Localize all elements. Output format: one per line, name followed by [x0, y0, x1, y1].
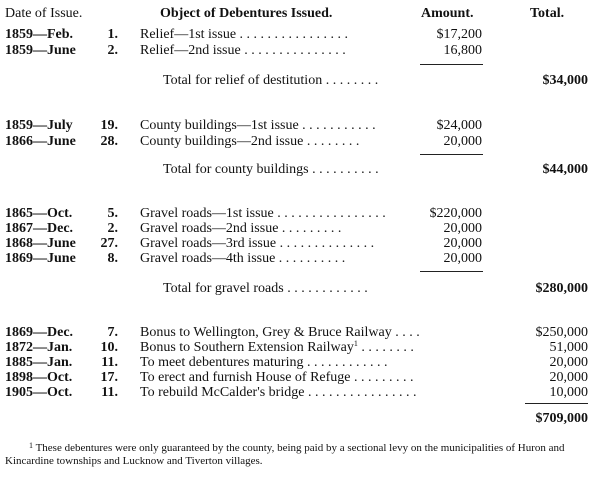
row-object: Relief—2nd issue . . . . . . . . . . . . . . .	[140, 43, 346, 58]
row-day: 28.	[100, 134, 118, 149]
footnote-mark: 1	[29, 441, 33, 450]
row-day: 2.	[107, 43, 118, 58]
row-total: 20,000	[549, 370, 588, 385]
row-object: Gravel roads—3rd issue . . . . . . . . . . . . . .	[140, 236, 375, 251]
row-amount: 16,800	[443, 43, 482, 58]
row-day: 11.	[101, 385, 118, 400]
row-total: $250,000	[535, 325, 588, 340]
row-day: 11.	[101, 355, 118, 370]
row-object: To rebuild McCalder's bridge . . . . . . . . . . . . . . . .	[140, 385, 417, 400]
row-amount: $24,000	[436, 118, 482, 133]
section-total-value: $34,000	[542, 73, 588, 88]
row-day: 10.	[100, 340, 118, 355]
row-day: 27.	[100, 236, 118, 251]
row-date: 1859—June	[5, 43, 76, 58]
subtotal-rule	[420, 154, 483, 155]
row-object: Gravel roads—1st issue . . . . . . . . . . . . . . . .	[140, 206, 386, 221]
row-date: 1866—June	[5, 134, 76, 149]
row-date: 1868—June	[5, 236, 76, 251]
row-day: 1.	[107, 27, 118, 42]
row-amount: 20,000	[443, 221, 482, 236]
footnote-text: These debentures were only guaranteed by the county, being paid by a sectional levy on the municipalities of Huron and Kincardine townships and Lucknow and Tiverton villages.	[5, 442, 565, 467]
section-total-label: Total for gravel roads . . . . . . . . . . . .	[163, 281, 368, 296]
row-date: 1872—Jan.	[5, 340, 73, 355]
row-date: 1898—Oct.	[5, 370, 73, 385]
section-total-label: Total for county buildings . . . . . . . . . .	[163, 162, 379, 177]
row-amount: 20,000	[443, 134, 482, 149]
row-object: Gravel roads—2nd issue . . . . . . . . .	[140, 221, 342, 236]
subtotal-rule	[420, 64, 483, 65]
row-date: 1859—July	[5, 118, 73, 133]
row-object: County buildings—1st issue . . . . . . . . . . .	[140, 118, 376, 133]
row-amount: $220,000	[429, 206, 482, 221]
row-object	[140, 340, 414, 356]
row-total: 10,000	[549, 385, 588, 400]
row-date: 1869—Dec.	[5, 325, 74, 340]
header-amount: Amount.	[421, 6, 474, 21]
subtotal-rule	[420, 271, 483, 272]
grand-total: $709,000	[535, 411, 588, 426]
header-date: Date of Issue.	[5, 6, 83, 21]
row-day: 19.	[100, 118, 118, 133]
footnote	[5, 442, 591, 468]
section-total-value: $44,000	[542, 162, 588, 177]
row-day: 8.	[107, 251, 118, 266]
row-day: 17.	[100, 370, 118, 385]
row-date: 1905—Oct.	[5, 385, 73, 400]
row-object-tail: . . . . . . . .	[357, 340, 414, 355]
row-date: 1867—Dec.	[5, 221, 74, 236]
grand-total-rule	[525, 403, 588, 404]
row-object: To meet debentures maturing . . . . . . . . . . . .	[140, 355, 388, 370]
row-total: 51,000	[549, 340, 588, 355]
row-object: Bonus to Wellington, Grey & Bruce Railway . . . .	[140, 325, 420, 340]
row-object: Gravel roads—4th issue . . . . . . . . . .	[140, 251, 346, 266]
row-amount: 20,000	[443, 236, 482, 251]
row-object: To erect and furnish House of Refuge . . . . . . . . .	[140, 370, 414, 385]
footnote-marker: 1	[353, 339, 358, 348]
row-amount: 20,000	[443, 251, 482, 266]
row-date: 1869—June	[5, 251, 76, 266]
section-total-label: Total for relief of destitution . . . . . . . .	[163, 73, 379, 88]
section-total-value: $280,000	[535, 281, 588, 296]
row-date: 1859—Feb.	[5, 27, 74, 42]
row-day: 2.	[107, 221, 118, 236]
row-day: 7.	[107, 325, 118, 340]
row-object: Relief—1st issue . . . . . . . . . . . . . . . .	[140, 27, 349, 42]
row-day: 5.	[107, 206, 118, 221]
row-date: 1865—Oct.	[5, 206, 73, 221]
row-amount: $17,200	[436, 27, 482, 42]
row-total: 20,000	[549, 355, 588, 370]
header-total: Total.	[530, 6, 565, 21]
row-object-text: Bonus to Southern Extension Railway	[140, 340, 354, 355]
row-date: 1885—Jan.	[5, 355, 73, 370]
row-object: County buildings—2nd issue . . . . . . . .	[140, 134, 360, 149]
header-object: Object of Debentures Issued.	[160, 6, 333, 21]
